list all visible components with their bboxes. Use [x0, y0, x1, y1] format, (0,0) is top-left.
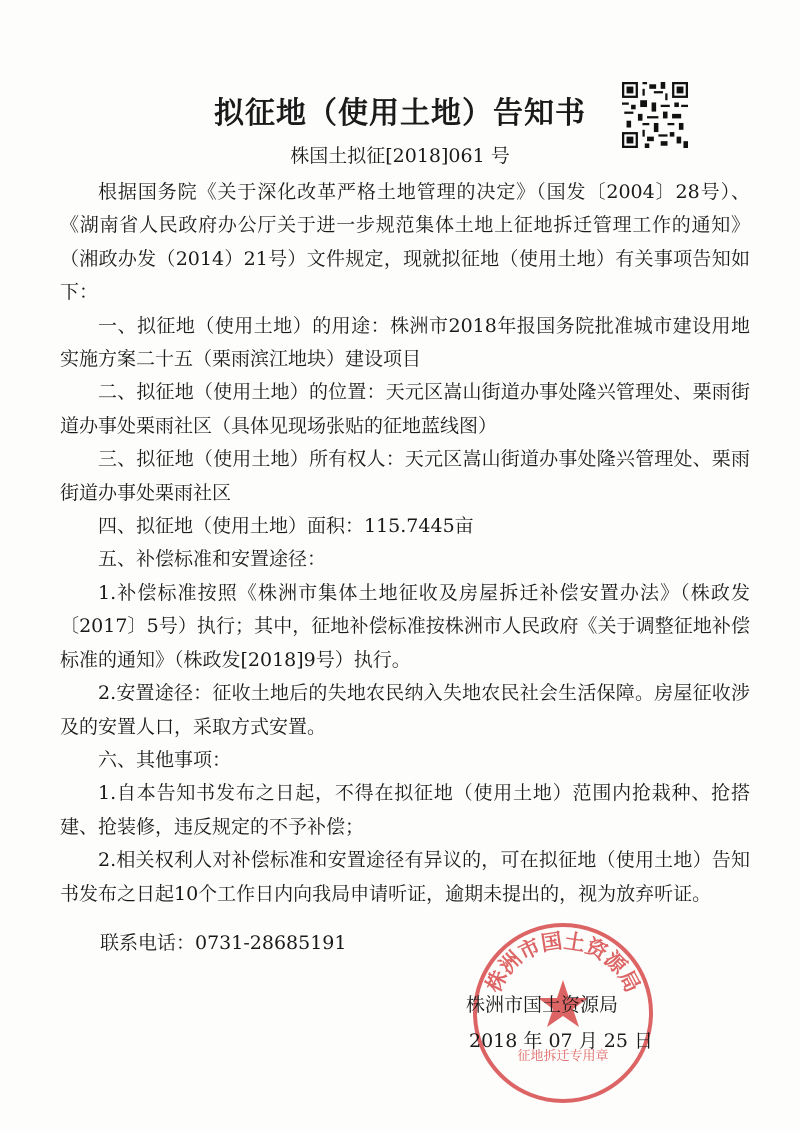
seal-text: 株洲市国土资源局 — [481, 928, 645, 997]
paragraph-location: 二、拟征地（使用土地）的位置：天元区嵩山街道办事处隆兴管理处、栗雨街道办事处栗雨社区（具体见现场张贴的征地蓝线图） — [60, 381, 750, 437]
paragraph-intro: 根据国务院《关于深化改革严格土地管理的决定》（国发〔2004〕28号）、《湖南省人民政府办公厅关于进一步规范集体土地上征地拆迁管理工作的通知》（湘政办发（2014）21号）文件规定，现就拟征地（使用土地）有关事项告知如下： — [60, 181, 750, 304]
date-month: 07 — [548, 1030, 573, 1052]
paragraph-area: 四、拟征地（使用土地）面积：115.7445亩 — [98, 515, 474, 538]
date-day-unit: 日 — [634, 1030, 654, 1052]
paragraph-other-2: 2.相关权利人对补偿标准和安置途径有异议的，可在拟征地（使用土地）告知书发布之日起10个工作日内向我局申请听证，逾期未提出的，视为放弃听证。 — [60, 849, 750, 905]
paragraph-resettlement: 2.安置途径：征收土地后的失地农民纳入失地农民社会生活保障。房屋征收涉及的安置人口，采取方式安置。 — [60, 682, 750, 738]
paragraph-other-heading: 六、其他事项： — [98, 748, 232, 771]
date-day: 25 — [603, 1030, 628, 1052]
issue-date — [469, 1026, 653, 1053]
issuer-name: 株洲市国土资源局 — [466, 994, 619, 1016]
contact-phone: 联系电话：0731-28685191 — [100, 932, 347, 954]
paragraph-other-1: 1.自本告知书发布之日起，不得在拟征地（使用土地）范围内抢栽种、抢搭建、抢装修，违反规定的不予补偿； — [60, 782, 750, 838]
date-month-unit: 月 — [578, 1030, 598, 1052]
paragraph-purpose: 一、拟征地（使用土地）的用途：株洲市2018年报国务院批准城市建设用地实施方案二十五（栗雨滨江地块）建设项目 — [60, 314, 750, 371]
paragraph-owner: 三、拟征地（使用土地）所有权人：天元区嵩山街道办事处隆兴管理处、栗雨街道办事处栗雨社区 — [60, 448, 750, 504]
paragraph-compensation-heading: 五、补偿标准和安置途径： — [98, 548, 327, 571]
document-title: 拟征地（使用土地）告知书 — [214, 96, 586, 131]
document-number: 株国土拟征[2018]061 号 — [290, 145, 510, 167]
date-year-unit: 年 — [523, 1030, 543, 1052]
paragraph-compensation-standard: 1.补偿标准按照《株洲市集体土地征收及房屋拆迁补偿安置办法》（株政发〔2017〕5号）执行；其中，征地补偿标准按株洲市人民政府《关于调整征地补偿标准的通知》（株政发[2018]9号）执行。 — [60, 581, 750, 671]
seal-sub-text: 征地拆迁专用章 — [517, 1049, 609, 1064]
date-year: 2018 — [469, 1030, 518, 1052]
document-body — [60, 176, 750, 911]
